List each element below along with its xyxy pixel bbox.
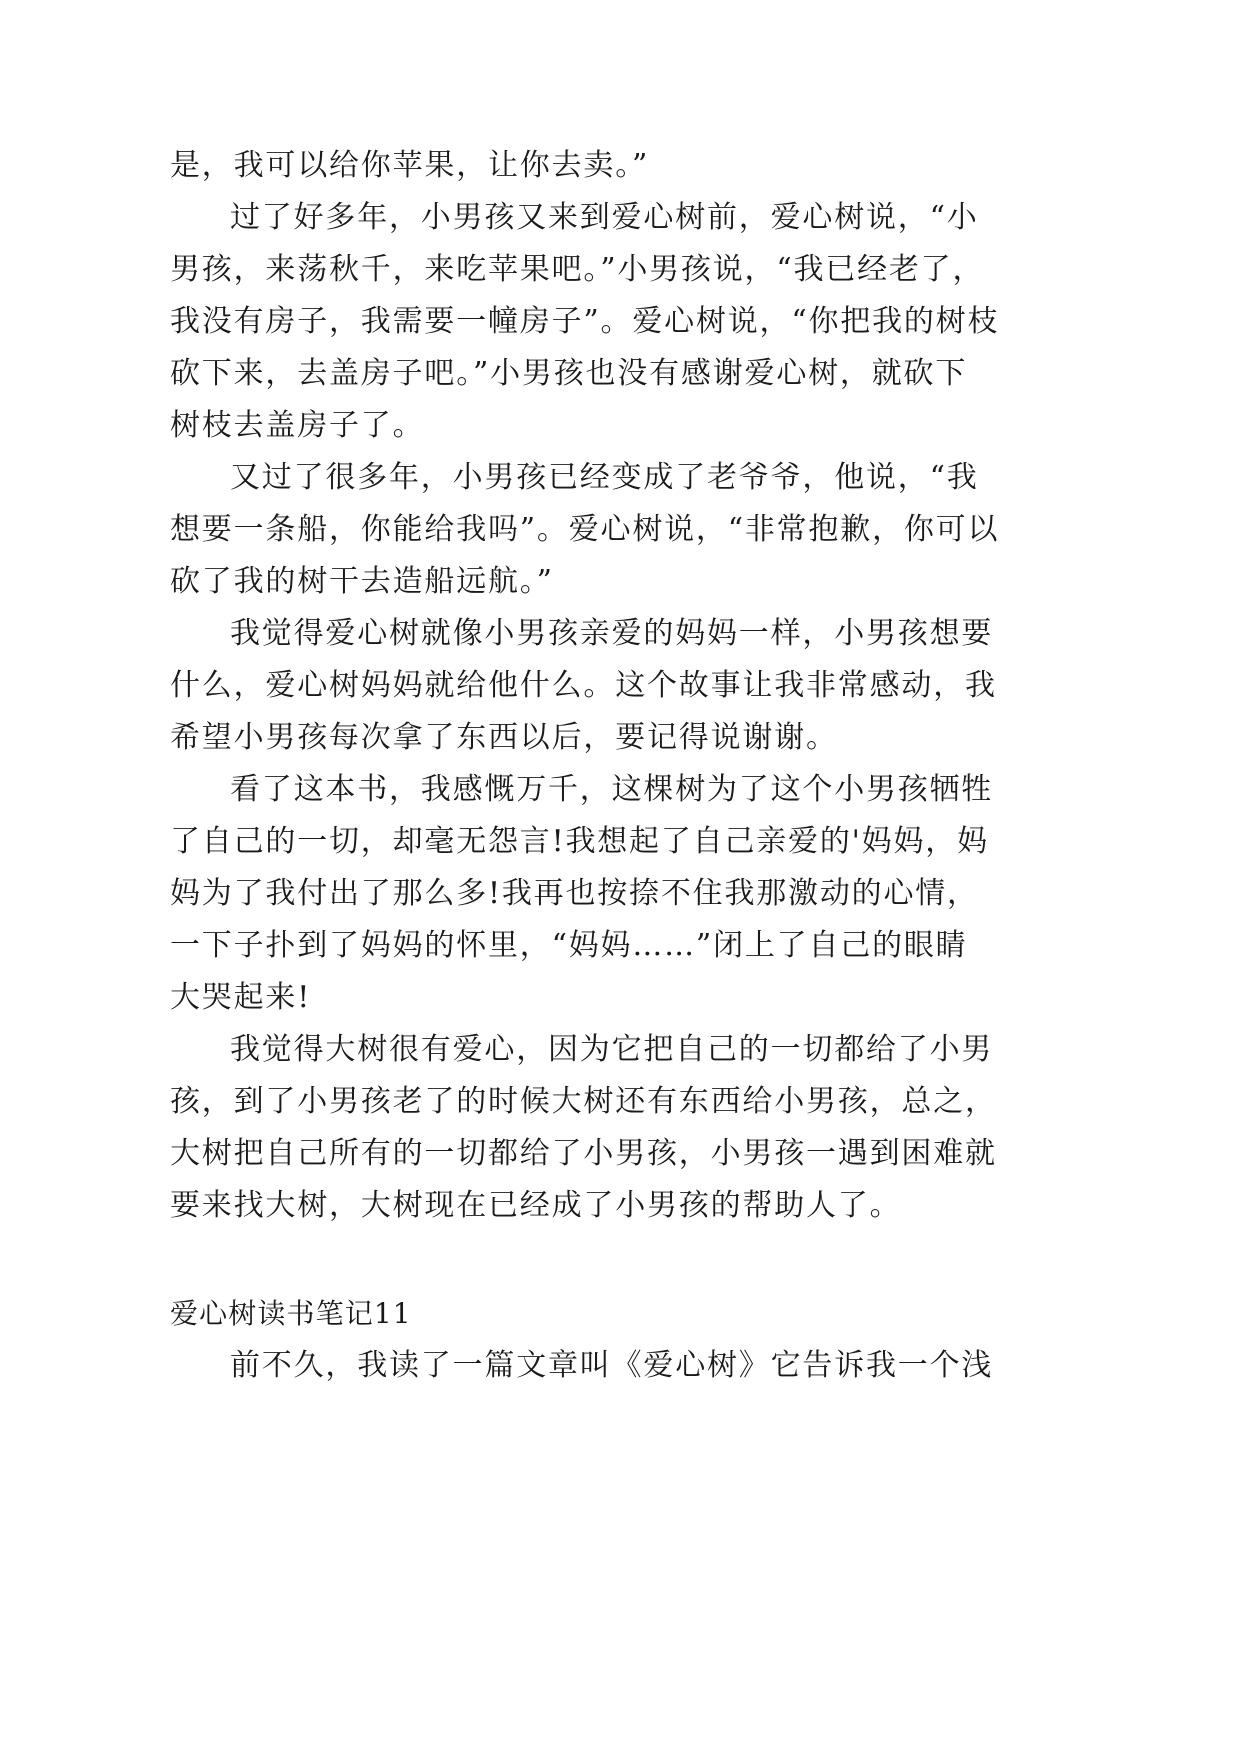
paragraph-first-line: 看了这本书，我感慨万千，这棵树为了这个小男孩牺牲 [230,772,994,807]
text-line: 男孩，来荡秋千，来吃苹果吧。”小男孩说，“我已经老了， [170,252,985,287]
paragraph-first-line: 过了好多年，小男孩又来到爱心树前，爱心树说，“小 [230,200,979,235]
text-line: 孩，到了小男孩老了的时候大树还有东西给小男孩，总之， [170,1084,997,1119]
paragraph-first-line: 我觉得爱心树就像小男孩亲爱的妈妈一样，小男孩想要 [230,616,994,651]
text-line: 一下子扑到了妈妈的怀里，“妈妈……”闭上了自己的眼睛 [170,928,968,963]
text-line: 大哭起来! [170,980,312,1015]
paragraph-first-line: 又过了很多年，小男孩已经变成了老爷爷，他说，“我 [230,460,979,495]
text-line: 大树把自己所有的一切都给了小男孩，小男孩一遇到困难就 [170,1136,997,1171]
section-title: 爱心树读书笔记11 [170,1297,412,1330]
text-line: 树枝去盖房子了。 [170,408,425,443]
text-line: 了自己的一切，却毫无怨言!我想起了自己亲爱的'妈妈，妈 [170,824,989,859]
text-line: 砍下来，去盖房子吧。”小男孩也没有感谢爱心树，就砍下 [170,356,968,391]
text-line: 要来找大树，大树现在已经成了小男孩的帮助人了。 [170,1188,902,1223]
text-line: 想要一条船，你能给我吗”。爱心树说，“非常抱歉，你可以 [170,512,1000,547]
paragraph-first-line: 前不久，我读了一篇文章叫《爱心树》它告诉我一个浅 [230,1348,994,1383]
text-line: 什么，爱心树妈妈就给他什么。这个故事让我非常感动，我 [170,668,997,703]
text-line: 是，我可以给你苹果，让你去卖。” [170,148,650,183]
text-line: 我没有房子，我需要一幢房子”。爱心树说，“你把我的树枝 [170,304,1000,339]
text-line: 砍了我的树干去造船远航。” [170,564,554,599]
text-line: 希望小男孩每次拿了东西以后，要记得说谢谢。 [170,720,838,755]
paragraph-first-line: 我觉得大树很有爱心，因为它把自己的一切都给了小男 [230,1032,994,1067]
text-line: 妈为了我付出了那么多!我再也按捺不住我那激动的心情， [170,876,979,911]
